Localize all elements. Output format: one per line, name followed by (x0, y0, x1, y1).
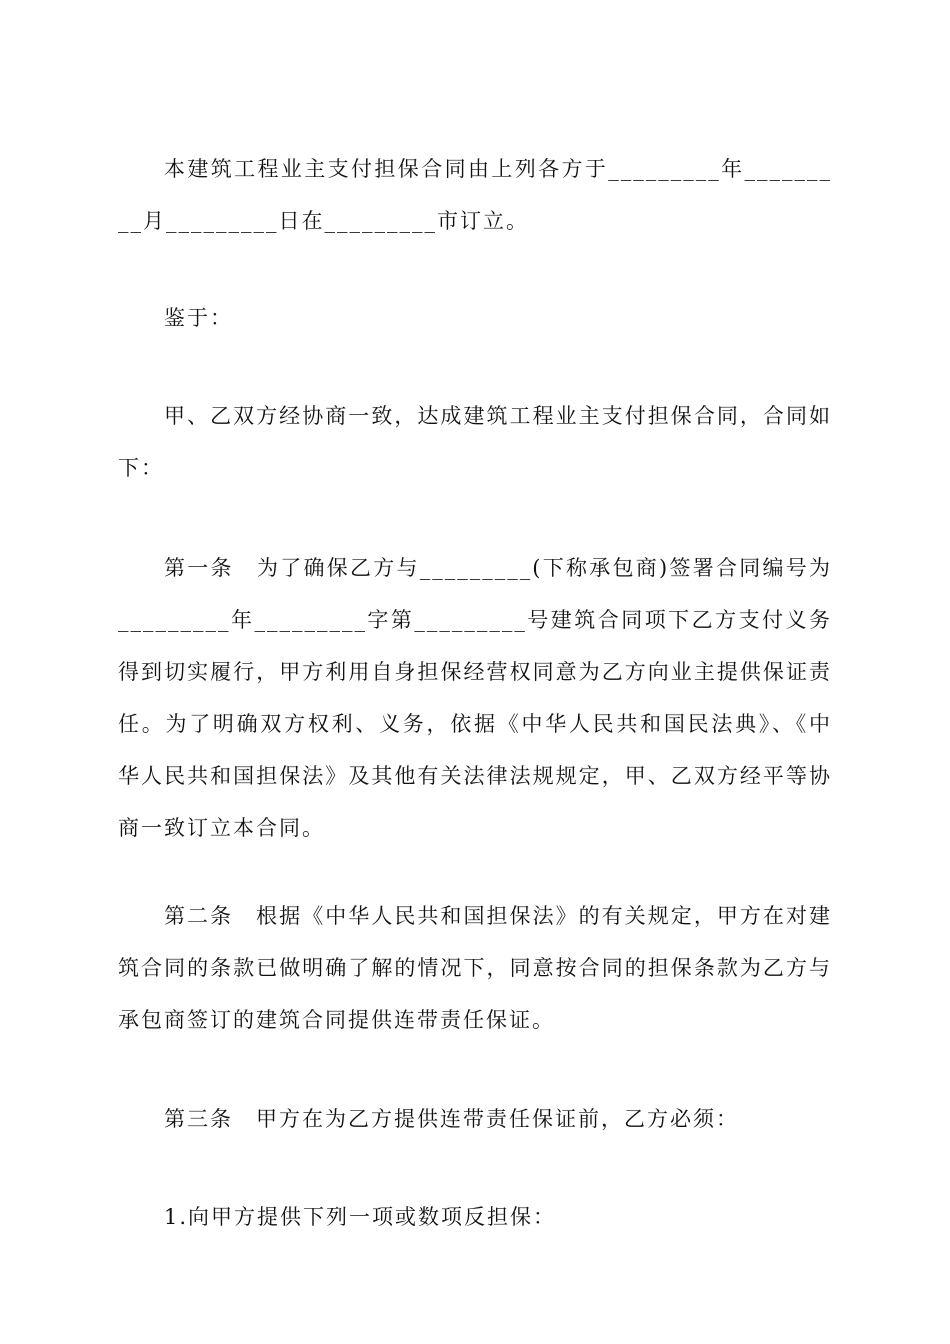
article-2: 第二条 根据《中华人民共和国担保法》的有关规定，甲方在对建筑合同的条款已做明确了解的情况下，同意按合同的担保条款为乙方与承包商签订的建筑合同提供连带责任保证。 (118, 904, 832, 1032)
paragraph-signing-date: 本建筑工程业主支付担保合同由上列各方于_________年_________月_________日在_________市订立。 (118, 157, 832, 233)
article-3-item-1: 1.向甲方提供下列一项或数项反担保： (164, 1205, 557, 1229)
article-1: 第一条 为了确保乙方与_________(下称承包商)签署合同编号为_________年_________字第_________号建筑合同项下乙方支付义务得到切实履行，甲方利用自身担保经营权同意为乙方向业主提供保证责任。为了明确双方权利、义务，依据《中华人民共和国民法典》、《中华人民共和国担保法》及其他有关法律法规规定，甲、乙双方经平等协商一致订立本合同。 (118, 556, 832, 840)
article-3: 第三条 甲方在为乙方提供连带责任保证前，乙方必须： (164, 1107, 739, 1131)
paragraph-agreement-intro: 甲、乙双方经协商一致，达成建筑工程业主支付担保合同，合同如下： (118, 404, 832, 480)
paragraph-whereas: 鉴于： (164, 306, 233, 330)
